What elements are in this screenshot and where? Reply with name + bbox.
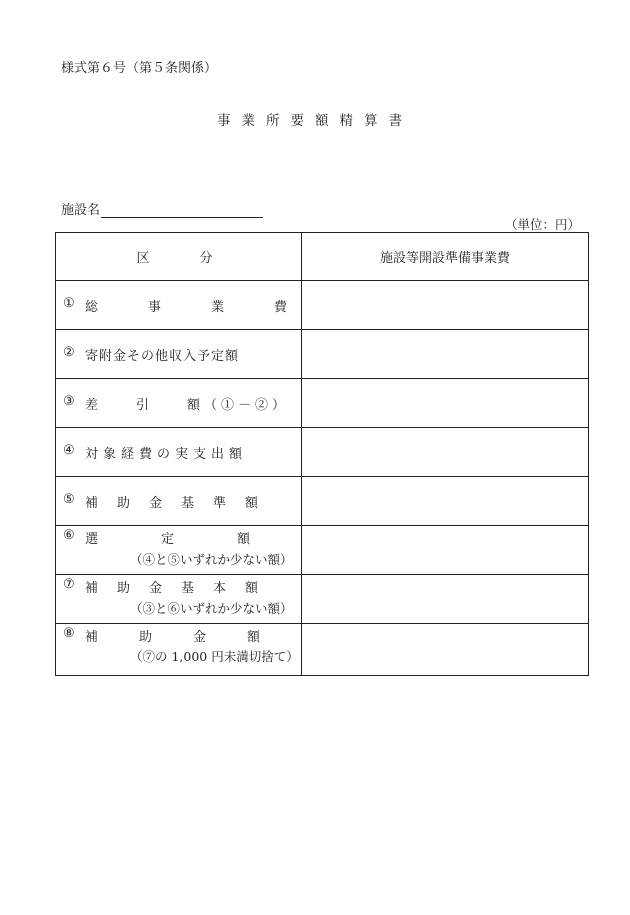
row-label: 補 助 金 基 準 額 [85,495,262,511]
table-row [56,428,589,477]
row-label: 補 助 金 基 本 額 [85,581,262,596]
document-title: 事業所要額精算書 [217,113,413,129]
row-label-cell [56,624,302,676]
table-header-row [56,233,589,281]
row-value-cell [302,624,589,676]
row-number: ④ [63,442,75,458]
row-label-cell [56,477,302,526]
row-note: （④と⑤いずれか少ない額） [130,552,293,567]
row-note: （③と⑥いずれか少ない額） [130,601,293,616]
table-row [56,477,589,526]
facility-name-label: 施設名 [61,203,101,218]
settlement-table [55,232,589,676]
row-note: （⑦の 1,000 円未満切捨て） [130,649,299,664]
row-number: ⑥ [63,528,75,543]
facility-name-field [61,199,263,218]
table-row [56,526,589,575]
row-label-cell [56,428,302,477]
facility-name-blank [101,203,263,218]
row-label: 寄附金その他収入予定額 [85,348,240,364]
row-value-cell [302,281,589,330]
row-number: ③ [63,393,75,409]
row-value-cell [302,330,589,379]
row-value-cell [302,575,589,624]
unit-label: （単位：円） [504,217,580,232]
row-label-cell [56,281,302,330]
header-category: 区 分 [56,233,302,281]
row-label-cell [56,526,302,575]
row-number: ⑤ [63,491,75,507]
row-label: 総 事 業 費 [85,299,296,315]
table-row [56,281,589,330]
row-label-cell [56,575,302,624]
row-number: ⑦ [63,577,75,592]
row-label-cell [56,379,302,428]
row-label: 対象経費の実支出額 [85,446,248,462]
row-label-cell [56,330,302,379]
row-value-cell [302,477,589,526]
row-number: ② [63,344,75,360]
table-row [56,624,589,676]
row-number: ⑧ [63,626,75,641]
row-label: 補 助 金 額 [85,630,266,645]
header-project-cost: 施設等開設準備事業費 [302,233,589,281]
row-value-cell [302,379,589,428]
row-label: 差 引 額（①－②） [85,397,290,413]
table-row [56,575,589,624]
row-number: ① [63,295,75,311]
form-number: 様式第６号（第５条関係） [61,61,218,76]
table-row [56,379,589,428]
row-value-cell [302,428,589,477]
row-label: 選 定 額 [85,532,257,547]
row-value-cell [302,526,589,575]
table-row [56,330,589,379]
